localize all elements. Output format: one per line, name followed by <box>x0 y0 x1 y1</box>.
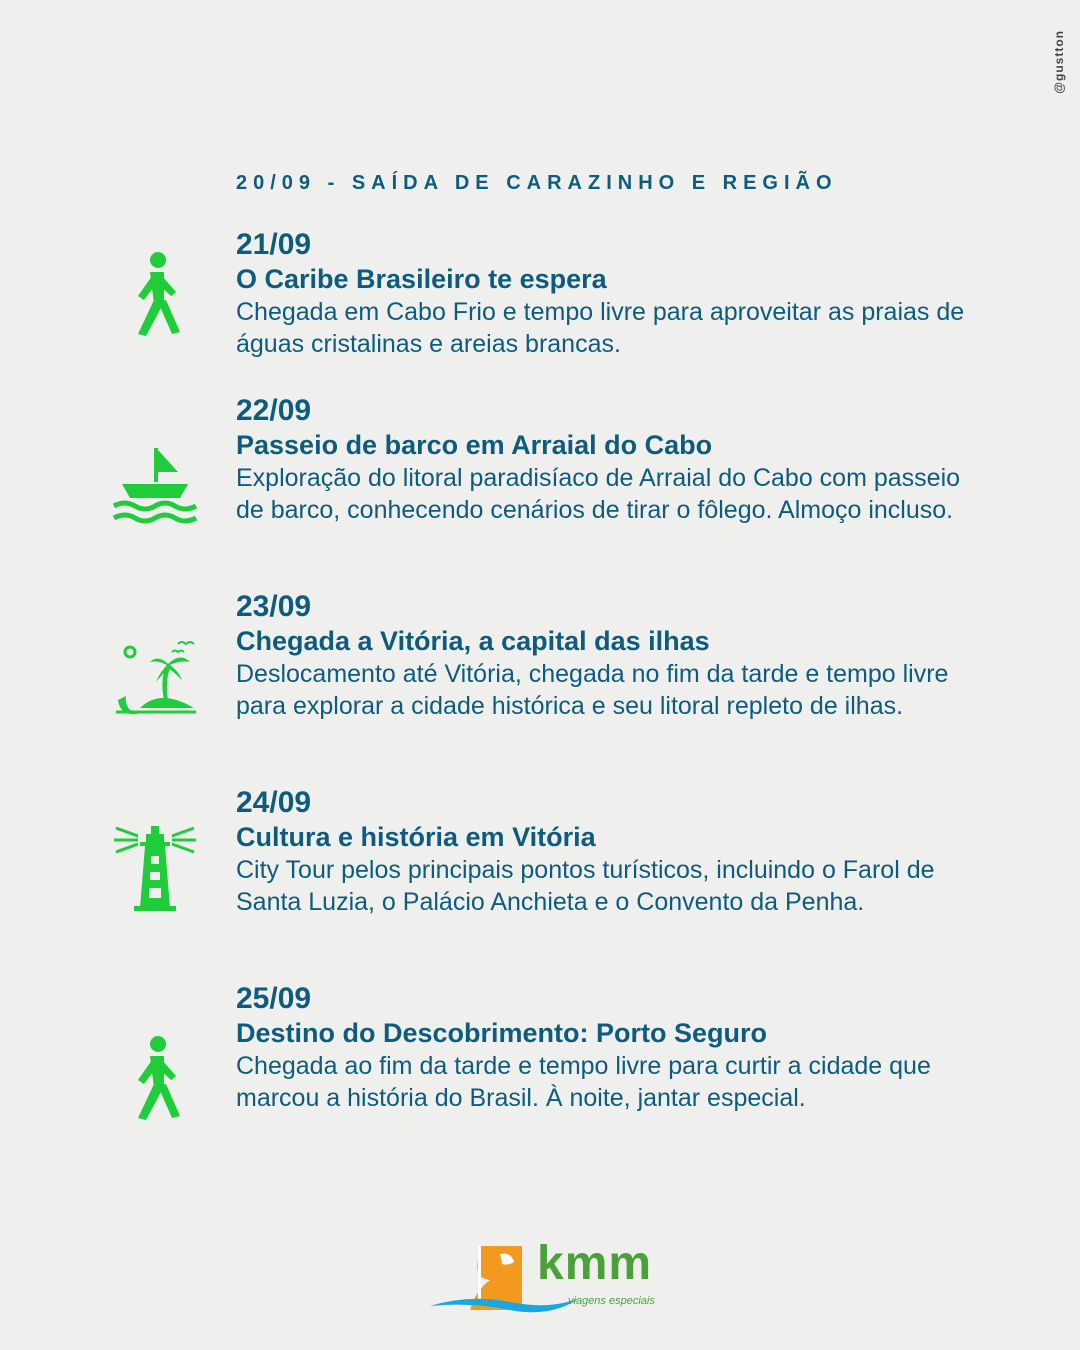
item-date: 23/09 <box>236 590 312 623</box>
item-title: Passeio de barco em Arraial do Cabo <box>236 430 713 460</box>
item-date: 24/09 <box>236 786 312 819</box>
item-description: Exploração do litoral paradisíaco de Arraial do Cabo com passeio de barco, conhecendo cenários de tirar o fôlego. Almoço incluso. <box>236 464 961 524</box>
walking-person-icon <box>110 248 200 338</box>
lighthouse-icon <box>110 822 200 912</box>
item-description: Chegada ao fim da tarde e tempo livre para curtir a cidade que marcou a história do Brasil. À noite, jantar especial. <box>236 1052 931 1112</box>
item-description: City Tour pelos principais pontos turísticos, incluindo o Farol de Santa Luzia, o Palácio Anchieta e o Convento da Penha. <box>236 856 935 916</box>
departure-header: 20/09 - SAÍDA DE CARAZINHO E REGIÃO <box>236 172 838 194</box>
item-title: Cultura e história em Vitória <box>236 822 596 852</box>
item-date: 22/09 <box>236 394 312 427</box>
walking-person-icon <box>110 1032 200 1122</box>
item-title: O Caribe Brasileiro te espera <box>236 264 607 294</box>
item-title: Destino do Descobrimento: Porto Seguro <box>236 1018 768 1048</box>
item-description: Deslocamento até Vitória, chegada no fim da tarde e tempo livre para explorar a cidade histórica e seu litoral repleto de ilhas. <box>236 660 949 720</box>
item-title: Chegada a Vitória, a capital das ilhas <box>236 626 710 656</box>
sailboat-icon <box>110 442 200 532</box>
logo-wordmark: kmm <box>537 1237 653 1290</box>
item-date: 25/09 <box>236 982 312 1015</box>
author-handle: @gustton <box>1052 30 1066 94</box>
item-description: Chegada em Cabo Frio e tempo livre para aproveitar as praias de águas cristalinas e areias brancas. <box>236 298 965 358</box>
item-date: 21/09 <box>236 228 312 261</box>
logo-tagline: viagens especiais <box>568 1295 655 1307</box>
island-palm-icon <box>110 630 200 720</box>
kmm-logo <box>430 1237 660 1320</box>
